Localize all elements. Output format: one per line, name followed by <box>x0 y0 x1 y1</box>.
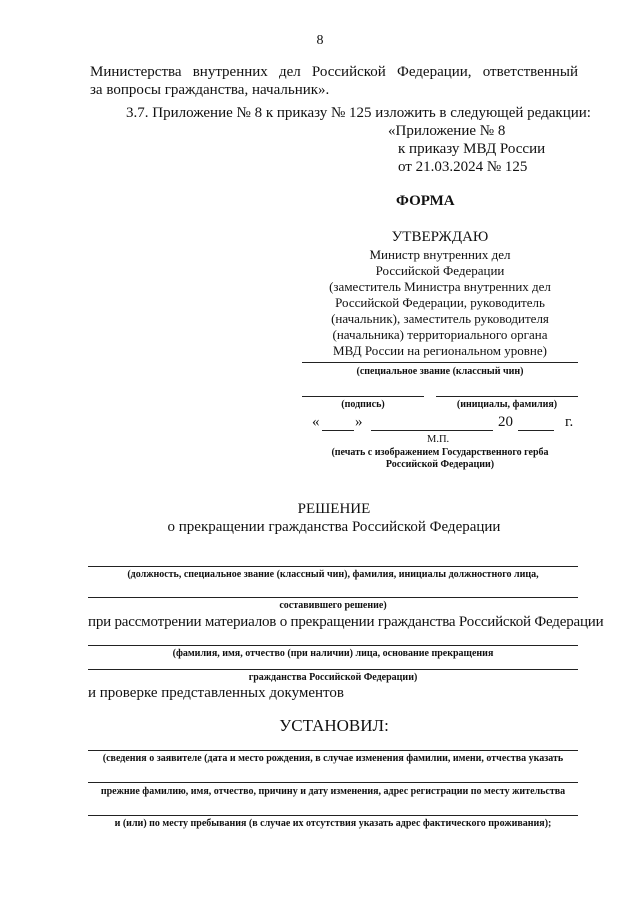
year-field-line[interactable] <box>518 430 554 431</box>
official-caption-1: (должность, специальное звание (классный чин), фамилия, инициалы должностного лица, <box>127 569 539 580</box>
signature-field-line[interactable] <box>302 396 424 397</box>
page-number: 8 <box>316 33 324 48</box>
approve-line-7: МВД России на региональном уровне) <box>333 343 547 358</box>
approve-line-1: Министр внутренних дел <box>369 247 511 262</box>
person-field-line-2[interactable] <box>88 669 578 670</box>
date-open-quote: « <box>312 414 320 430</box>
initials-caption: (инициалы, фамилия) <box>456 399 558 410</box>
appendix-line-3: от 21.03.2024 № 125 <box>398 159 528 175</box>
intro-line-3: 3.7. Приложение № 8 к приказу № 125 изложить в следующей редакции: <box>126 105 591 121</box>
official-caption-2: составившего решение) <box>279 600 387 611</box>
approve-line-5: (начальник), заместитель руководителя <box>331 311 549 326</box>
approve-line-6: (начальника) территориального органа <box>332 327 548 342</box>
approve-line-4: Российской Федерации, руководитель <box>335 295 545 310</box>
decision-title: РЕШЕНИЕ <box>297 501 371 517</box>
rank-caption: (специальное звание (классный чин) <box>356 366 524 377</box>
person-caption-2: гражданства Российской Федерации) <box>248 672 418 683</box>
approve-line-2: Российской Федерации <box>375 263 505 278</box>
month-field-line[interactable] <box>371 430 493 431</box>
intro-line-1: Министерства внутренних дел Российской Федерации, ответственный <box>90 64 578 80</box>
documents-text: и проверке представленных документов <box>88 685 344 701</box>
signature-caption: (подпись) <box>341 399 385 410</box>
applicant-field-line-3[interactable] <box>88 815 578 816</box>
established-title: УСТАНОВИЛ: <box>279 716 389 735</box>
approve-title: УТВЕРЖДАЮ <box>391 229 489 245</box>
rank-field-line[interactable] <box>302 362 578 363</box>
person-field-line-1[interactable] <box>88 645 578 646</box>
appendix-line-1: «Приложение № 8 <box>388 123 506 139</box>
official-field-line-1[interactable] <box>88 566 578 567</box>
appendix-line-2: к приказу МВД России <box>398 141 546 157</box>
decision-subtitle: о прекращении гражданства Российской Федерации <box>167 519 501 535</box>
approve-line-3: (заместитель Министра внутренних дел <box>329 279 551 294</box>
applicant-caption-1: (сведения о заявителе (дата и место рождения, в случае изменения фамилии, имени, отчества указать <box>102 753 564 764</box>
day-field-line[interactable] <box>322 430 354 431</box>
consideration-text: при рассмотрении материалов о прекращении гражданства Российской Федерации <box>88 614 604 630</box>
applicant-caption-2: прежние фамилию, имя, отчество, причину и дату изменения, адрес регистрации по месту жительства <box>100 786 566 797</box>
year-suffix: г. <box>565 414 574 430</box>
form-label: ФОРМА <box>396 193 455 209</box>
applicant-field-line-2[interactable] <box>88 782 578 783</box>
year-prefix: 20 <box>498 414 513 430</box>
initials-field-line[interactable] <box>436 396 578 397</box>
applicant-caption-3: и (или) по месту пребывания (в случае их отсутствия указать адрес фактического проживания); <box>114 818 552 829</box>
person-caption-1: (фамилия, имя, отчество (при наличии) лица, основание прекращения <box>172 648 494 659</box>
seal-label: М.П. <box>427 434 450 445</box>
official-field-line-2[interactable] <box>88 597 578 598</box>
seal-caption-1: (печать с изображением Государственного герба <box>331 447 549 458</box>
applicant-field-line-1[interactable] <box>88 750 578 751</box>
seal-caption-2: Российской Федерации) <box>385 459 495 470</box>
intro-line-2: за вопросы гражданства, начальник». <box>90 82 330 98</box>
date-close-quote: » <box>355 414 363 430</box>
